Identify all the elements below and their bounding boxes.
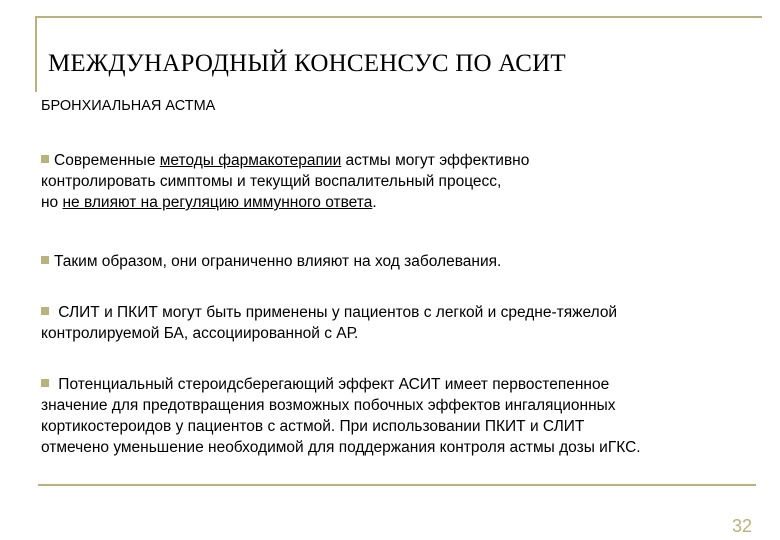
paragraph-pharmacotherapy bbox=[41, 150, 756, 213]
text-segment: но bbox=[41, 194, 63, 211]
bottom-divider bbox=[38, 484, 756, 486]
bullet-square-icon bbox=[41, 155, 49, 163]
paragraph-line bbox=[41, 416, 756, 437]
text-segment: значение для предотвращения возможных побочных эффектов ингаляционных bbox=[41, 397, 616, 414]
bullet-square-icon bbox=[41, 307, 49, 315]
underlined-text: не влияют на регуляцию иммунного ответа bbox=[62, 194, 373, 211]
paragraph-disease-course bbox=[41, 251, 756, 272]
paragraph-line bbox=[41, 374, 756, 395]
text-segment: астмы могут эффективно bbox=[341, 152, 530, 169]
slide-title: МЕЖДУНАРОДНЫЙ КОНСЕНСУС ПО АСИТ bbox=[48, 50, 566, 77]
frame-top-border bbox=[35, 16, 762, 18]
paragraph-line bbox=[41, 323, 756, 344]
paragraph-line bbox=[41, 150, 756, 171]
text-segment: Таким образом, они ограниченно влияют на ход заболевания. bbox=[54, 253, 502, 270]
frame-left-border bbox=[35, 16, 37, 92]
page-number: 32 bbox=[731, 516, 752, 536]
text-segment: . bbox=[372, 194, 377, 211]
text-segment: СЛИТ и ПКИТ могут быть применены у пациентов с легкой и средне-тяжелой bbox=[54, 304, 618, 321]
text-segment: контролируемой БА, ассоциированной с АР. bbox=[41, 325, 359, 342]
paragraph-steroid-sparing bbox=[41, 374, 756, 458]
underlined-text: методы фармакотерапии bbox=[159, 152, 342, 169]
text-segment: Потенциальный стероидсберегающий эффект АСИТ имеет первостепенное bbox=[54, 376, 610, 393]
text-segment: Современные bbox=[54, 152, 160, 169]
text-segment: отмечено уменьшение необходимой для поддержания контроля астмы дозы иГКС. bbox=[41, 439, 641, 456]
text-segment: контролировать симптомы и текущий воспалительный процесс, bbox=[41, 173, 502, 190]
paragraph-line bbox=[41, 302, 756, 323]
text-segment: кортикостероидов у пациентов с астмой. При использовании ПКИТ и СЛИТ bbox=[41, 418, 585, 435]
paragraph-line bbox=[41, 171, 756, 192]
paragraph-line bbox=[41, 192, 756, 213]
bullet-square-icon bbox=[41, 256, 49, 264]
slide-subtitle: БРОНХИАЛЬНАЯ АСТМА bbox=[41, 98, 216, 114]
bullet-square-icon bbox=[41, 379, 49, 387]
paragraph-line bbox=[41, 395, 756, 416]
paragraph-slit-scit bbox=[41, 302, 756, 344]
paragraph-line bbox=[41, 251, 756, 272]
paragraph-line bbox=[41, 437, 756, 458]
